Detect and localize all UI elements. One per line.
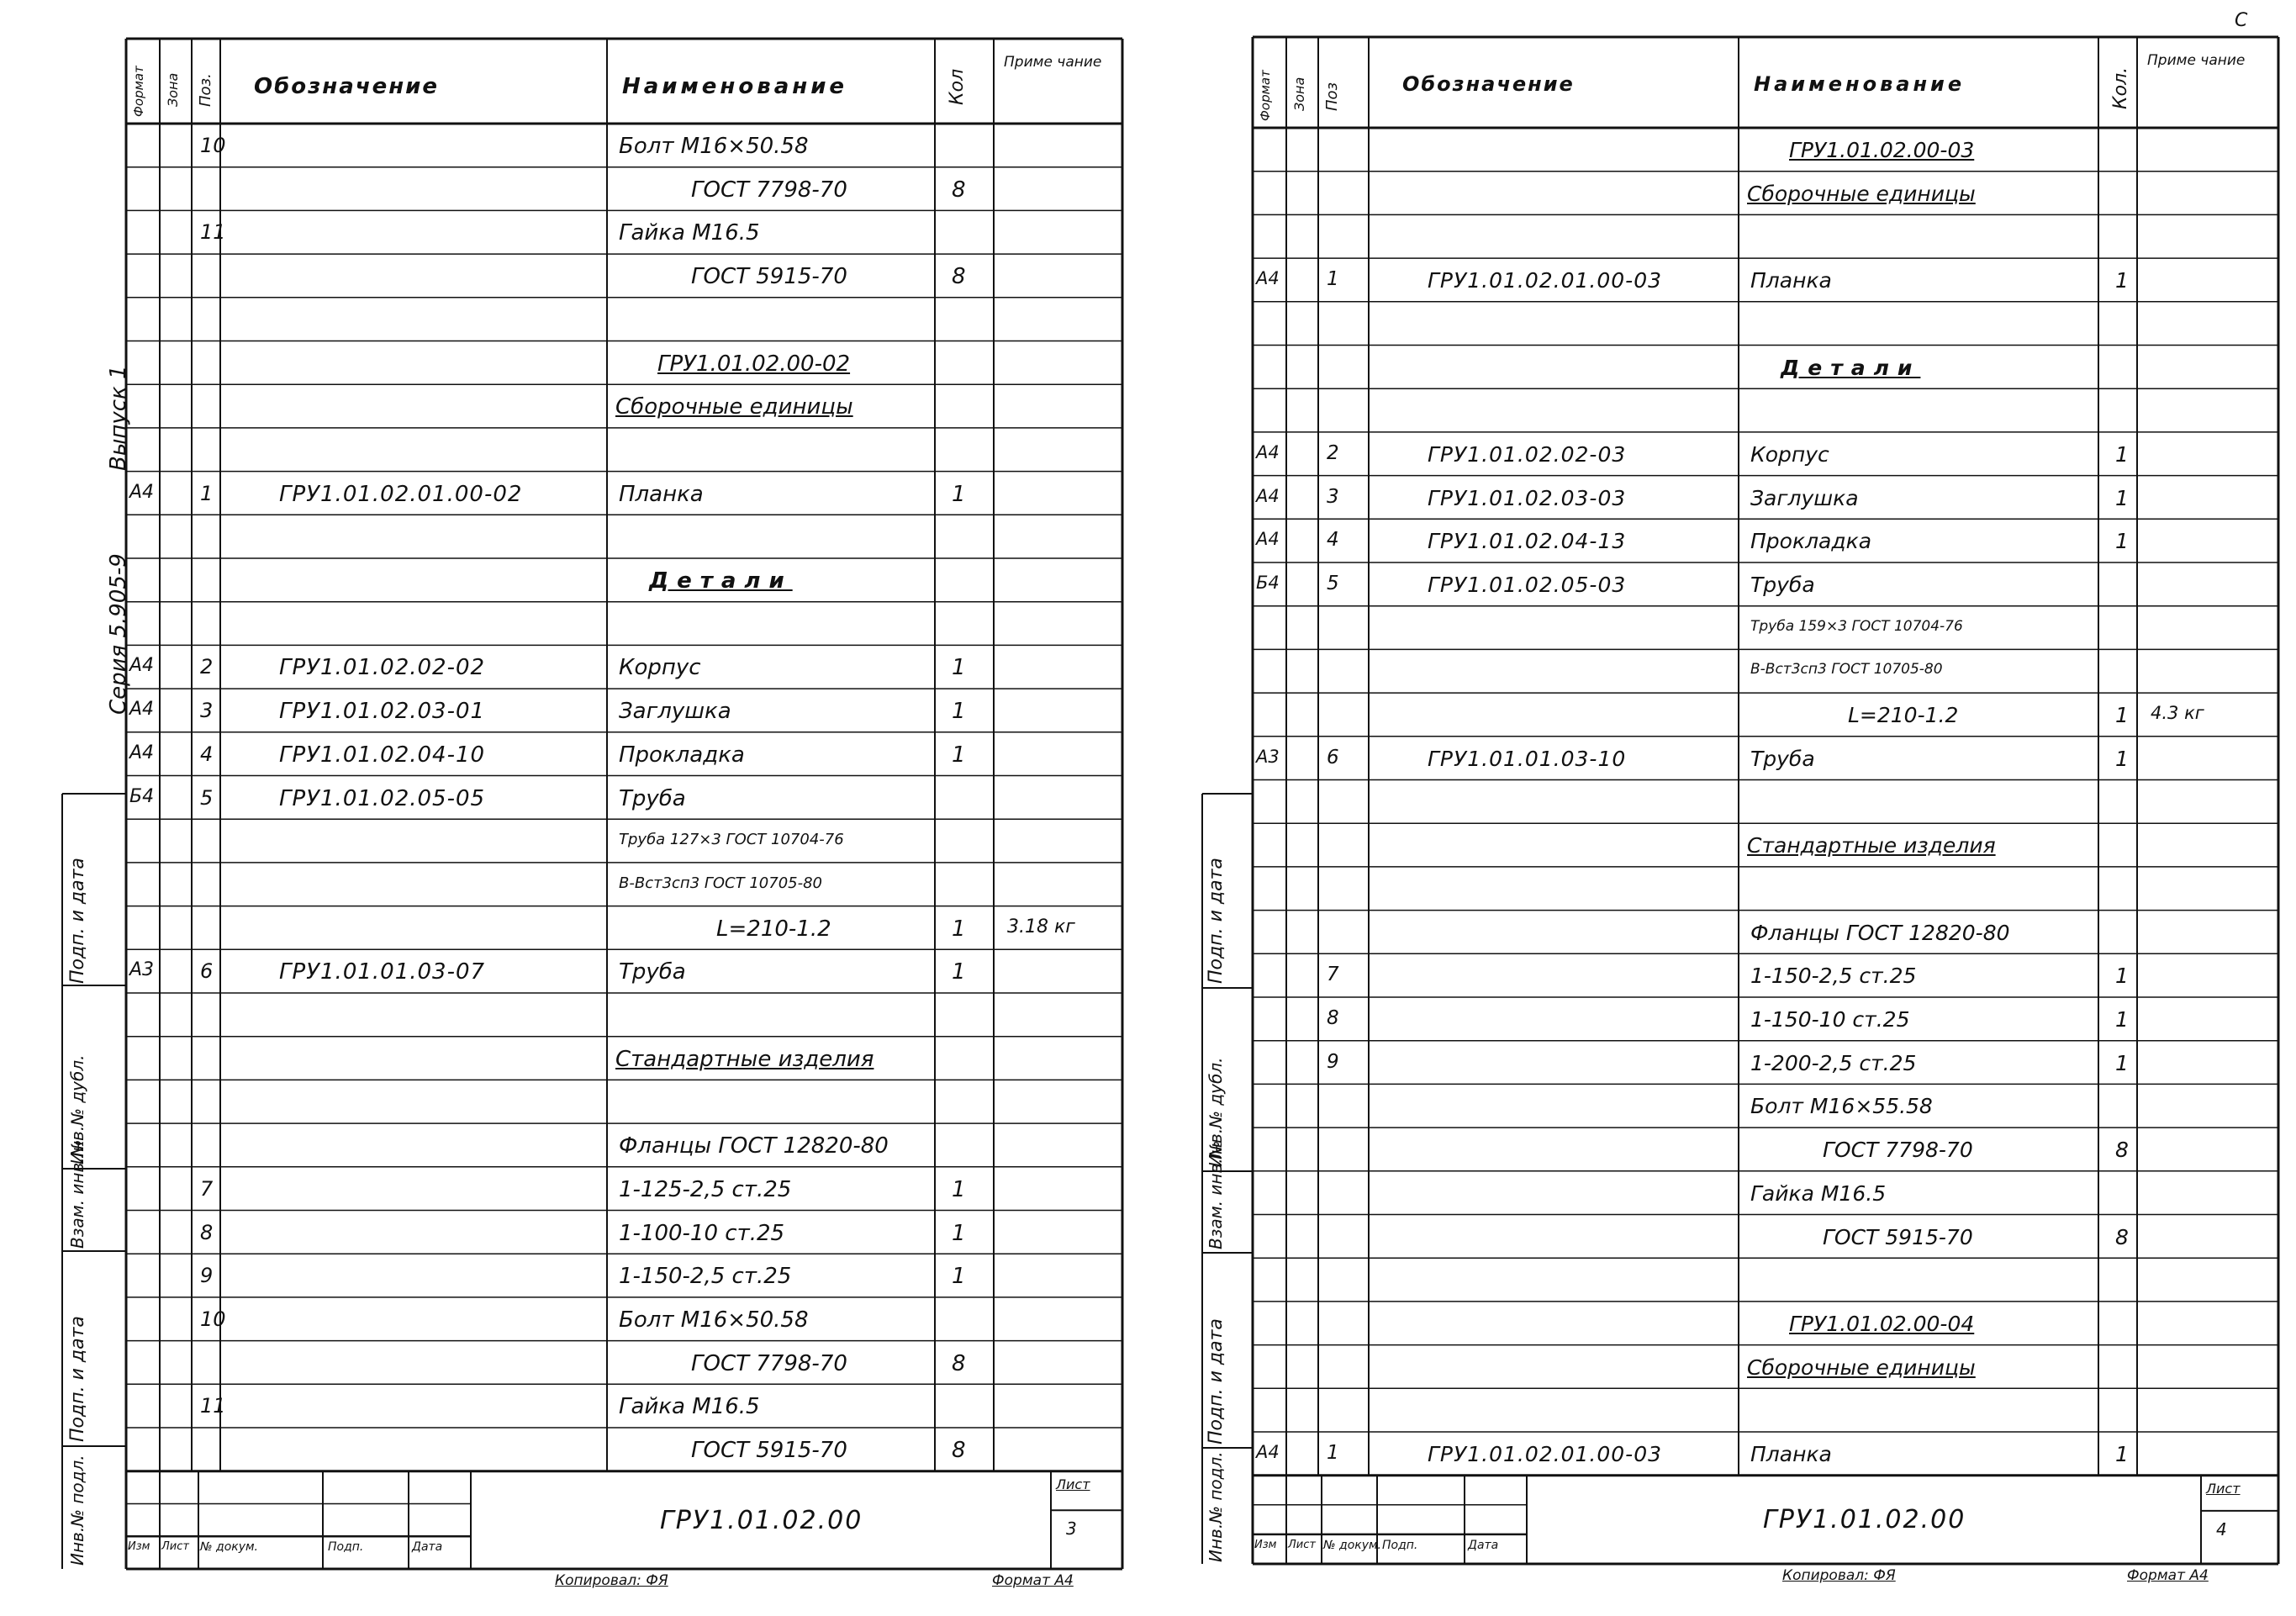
row-qty: 8 [952,177,966,203]
row-name: Детали [649,568,793,594]
row-name: ГОСТ 5915-70 [691,264,847,290]
row-name: 1-150-10 ст.25 [1750,1007,1910,1032]
tb-sign: Подп. [328,1540,364,1555]
row-name: ГОСТ 7798-70 [691,1350,847,1376]
row-name: 1-100-10 ст.25 [619,1220,785,1246]
row-pos: 8 [1327,1007,1339,1029]
side-inv-dup: Инв.№ дубл. [67,1054,87,1164]
row-name: Гайка М16.5 [619,220,760,246]
row-format: А4 [129,655,155,677]
row-pos: 10 [200,134,226,157]
row-name: ГРУ1.01.02.00-04 [1789,1311,1975,1336]
tb-list: Лист [1288,1538,1316,1551]
row-name: Труба [1750,573,1815,597]
row-pos: 10 [200,1307,226,1331]
row-format: А3 [129,959,155,981]
row-name: 1-150-2,5 ст.25 [1750,964,1917,989]
row-pos: 2 [200,655,214,679]
row-designation: ГРУ1.01.02.03-01 [279,699,486,725]
row-name: Прокладка [619,742,745,768]
header-note: Приме чание [2147,52,2246,69]
side-sign-date-1: Подп. и дата [1206,858,1227,984]
row-name: Болт М16×55.58 [1750,1094,1933,1119]
header-pos: Поз. [197,73,214,107]
row-qty: 1 [2115,1442,2129,1466]
row-qty: 1 [952,699,966,725]
row-qty: 1 [2115,703,2129,728]
tb-date: Дата [1468,1538,1499,1552]
row-format: А4 [1256,529,1280,550]
row-pos: 9 [1327,1050,1339,1073]
header-pos: Поз [1323,82,1341,111]
row-qty: 1 [952,959,966,985]
tb-doc-no: № докум. [200,1540,259,1555]
row-name: 1-200-2,5 ст.25 [1750,1050,1917,1075]
header-zone: Зона [165,72,181,107]
row-name: Труба [619,785,686,811]
row-name: Болт М16×50.58 [619,1307,809,1333]
header-format: Формат [131,66,146,117]
tb-izm: Изм [1254,1538,1277,1551]
row-format: А4 [1256,441,1280,462]
header-qty: Кол [947,68,968,105]
header-designation: Обозначение [254,74,440,99]
tb-izm: Изм [128,1540,150,1554]
row-designation: ГРУ1.01.02.01.00-03 [1428,1442,1663,1466]
row-designation: ГРУ1.01.01.03-10 [1428,746,1627,771]
row-format: А4 [1256,1442,1280,1462]
row-pos: 11 [200,1394,226,1418]
tb-doc-no: № докум. [1323,1538,1382,1552]
row-qty: 8 [952,1350,966,1376]
row-designation: ГРУ1.01.02.05-03 [1428,573,1627,597]
header-name: Наименование [622,74,848,99]
row-name: Планка [619,481,704,507]
row-name: L=210-1.2 [1848,703,1959,728]
row-designation: ГРУ1.01.02.04-10 [279,742,486,768]
row-designation: ГРУ1.01.01.03-07 [279,959,486,985]
row-pos: 4 [1327,529,1339,552]
row-format: А4 [129,699,155,721]
row-name: ГОСТ 7798-70 [1823,1138,1973,1163]
row-note: 4.3 кг [2151,703,2204,724]
side-sign-date-1: Подп. и дата [67,858,88,984]
tb-sign: Подп. [1382,1538,1418,1552]
row-qty: 8 [952,264,966,290]
tb-list: Лист [161,1540,189,1554]
spec-sheet-right [1169,0,2296,1616]
row-pos: 5 [200,785,214,810]
header-designation: Обозначение [1402,72,1575,96]
footer-format: Формат А4 [2127,1567,2209,1584]
footer-copied: Копировал: ФЯ [555,1572,668,1589]
side-inv-orig: Инв.№ подл. [67,1455,87,1566]
row-name: Стандартные изделия [1747,833,1996,858]
row-name: L=210-1.2 [716,916,831,942]
row-pos: 5 [1327,573,1339,594]
row-qty: 1 [952,742,966,768]
row-qty: 1 [2115,1007,2129,1032]
row-name: 1-150-2,5 ст.25 [619,1264,792,1290]
row-designation: ГРУ1.01.02.04-13 [1428,529,1627,554]
row-name: В-Вст3сп3 ГОСТ 10705-80 [619,874,823,892]
row-name: ГОСТ 5915-70 [691,1438,847,1463]
row-pos: 1 [200,481,214,505]
row-format: А4 [129,481,155,503]
tb-sheet-no: 4 [2216,1518,2227,1539]
row-pos: 7 [1327,964,1339,986]
row-name: ГРУ1.01.02.00-03 [1789,138,1975,162]
row-name: Планка [1750,268,1832,293]
row-qty: 8 [952,1438,966,1463]
tb-code: ГРУ1.01.02.00 [660,1505,863,1535]
row-name: Сборочные единицы [615,394,853,420]
row-name: Детали [1781,355,1921,380]
row-designation: ГРУ1.01.02.03-03 [1428,485,1627,510]
row-qty: 1 [2115,268,2129,293]
row-format: Б4 [129,785,155,807]
row-designation: ГРУ1.01.02.05-05 [279,785,486,811]
row-name: ГОСТ 7798-70 [691,177,847,203]
row-qty: 1 [2115,964,2129,989]
row-name: Гайка М16.5 [619,1394,760,1420]
row-name: Прокладка [1750,529,1872,554]
row-designation: ГРУ1.01.02.02-03 [1428,441,1627,467]
row-name: Болт М16×50.58 [619,134,809,159]
row-name: Корпус [619,655,701,681]
row-pos: 11 [200,220,226,245]
row-pos: 9 [200,1264,214,1288]
header-format: Формат [1258,70,1273,121]
row-designation: ГРУ1.01.02.02-02 [279,655,486,681]
row-pos: 1 [1327,268,1339,291]
row-name: Фланцы ГОСТ 12820-80 [619,1133,889,1159]
row-format: А4 [1256,485,1280,506]
row-name: Труба [1750,746,1815,771]
row-name: 1-125-2,5 ст.25 [619,1176,792,1202]
row-qty: 1 [952,916,966,942]
row-qty: 1 [2115,1050,2129,1075]
row-qty: 1 [2115,485,2129,510]
row-qty: 1 [952,1176,966,1202]
row-qty: 1 [2115,746,2129,771]
side-inv-dup: Инв.№ дубл. [1206,1057,1226,1167]
row-format: Б4 [1256,573,1280,593]
side-vzam: Взам. инв.№ [67,1139,87,1249]
header-name: Наименование [1754,72,1966,96]
tb-sheet-label: Лист [1056,1476,1090,1492]
row-pos: 3 [200,699,214,723]
corner-mark: С [2235,10,2248,31]
tb-code: ГРУ1.01.02.00 [1763,1505,1966,1535]
row-designation: ГРУ1.01.02.01.00-03 [1428,268,1663,293]
row-note: 3.18 кг [1007,916,1075,937]
footer-format: Формат А4 [992,1572,1074,1589]
row-name: ГОСТ 5915-70 [1823,1224,1973,1249]
side-inv-orig: Инв.№ подл. [1206,1451,1226,1562]
row-qty: 1 [952,1220,966,1246]
row-name: Заглушка [1750,485,1859,510]
row-name: ГРУ1.01.02.00-02 [657,351,851,377]
row-pos: 7 [200,1176,214,1201]
row-qty: 8 [2115,1138,2129,1163]
right-grid-lines [1169,0,2296,1616]
header-note: Приме чание [1004,54,1102,71]
row-name: Сборочные единицы [1747,1355,1976,1380]
footer-copied: Копировал: ФЯ [1782,1567,1896,1584]
row-name: Фланцы ГОСТ 12820-80 [1750,920,2010,945]
row-qty: 8 [2115,1224,2129,1249]
row-qty: 1 [2115,529,2129,554]
row-qty: 1 [952,481,966,507]
row-pos: 1 [1327,1442,1339,1464]
row-format: А3 [1256,746,1280,767]
row-pos: 6 [200,959,214,984]
row-pos: 4 [200,742,214,766]
row-name: Труба 159×3 ГОСТ 10704-76 [1750,617,1963,635]
row-name: Корпус [1750,441,1829,467]
side-issue: Выпуск 1 [106,365,131,471]
side-sign-date-2: Подп. и дата [67,1316,88,1442]
tb-sheet-no: 3 [1066,1518,1077,1539]
side-series: Серия 5.905-9 [106,553,131,715]
row-name: Стандартные изделия [615,1046,874,1072]
row-pos: 6 [1327,746,1339,768]
row-pos: 8 [200,1220,214,1244]
side-sign-date-2: Подп. и дата [1206,1318,1227,1444]
row-name: В-Вст3сп3 ГОСТ 10705-80 [1750,661,1943,679]
row-name: Труба [619,959,686,985]
tb-sheet-label: Лист [2206,1480,2241,1497]
row-format: А4 [1256,268,1280,289]
row-qty: 1 [2115,441,2129,467]
tb-date: Дата [412,1540,443,1555]
side-vzam: Взам. инв.№ [1206,1140,1226,1249]
row-format: А4 [129,742,155,763]
row-name: Труба 127×3 ГОСТ 10704-76 [619,831,844,849]
row-name: Заглушка [619,699,731,725]
row-name: Гайка М16.5 [1750,1180,1887,1206]
row-name: Планка [1750,1442,1832,1466]
row-qty: 1 [952,1264,966,1290]
row-name: Сборочные единицы [1747,181,1976,206]
row-pos: 3 [1327,485,1339,508]
row-pos: 2 [1327,441,1339,464]
header-qty: Кол. [2110,66,2131,109]
header-zone: Зона [1291,77,1307,111]
row-designation: ГРУ1.01.02.01.00-02 [279,481,523,507]
row-qty: 1 [952,655,966,681]
